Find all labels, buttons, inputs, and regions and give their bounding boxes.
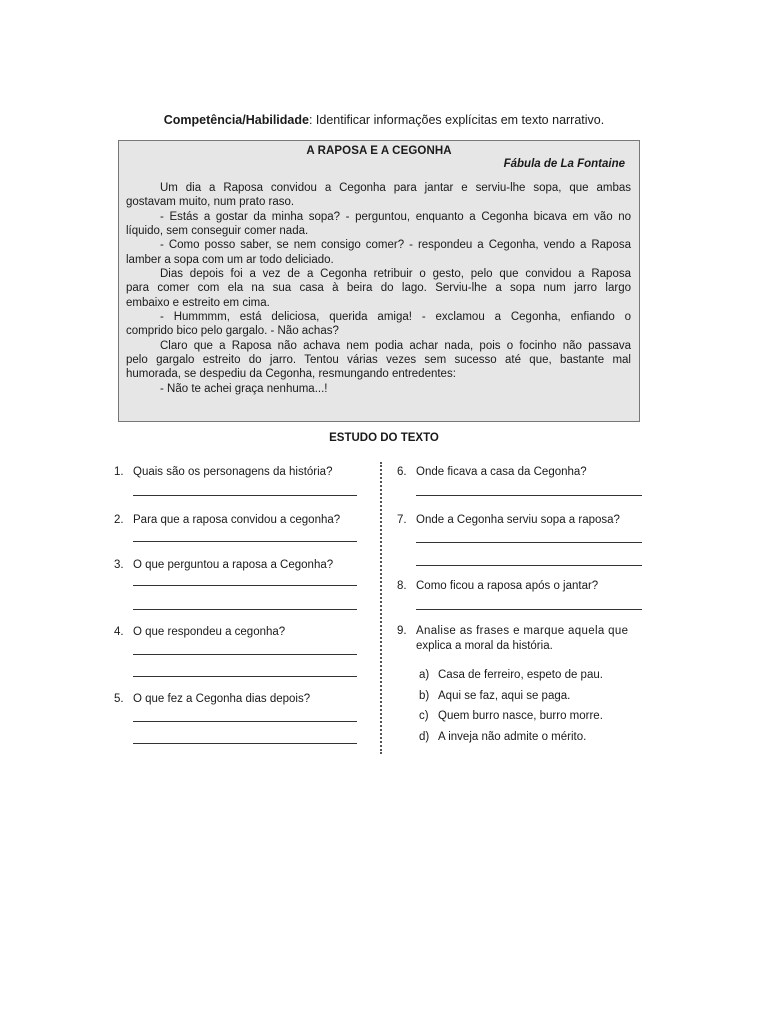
story-line: comprido bico pelo gargalo. - Não achas? bbox=[126, 325, 339, 338]
question-text: Quais são os personagens da história? bbox=[133, 466, 333, 478]
answer-line[interactable] bbox=[416, 542, 642, 543]
story-line: - Estás a gostar da minha sopa? - perguntou, enquanto a Cegonha bicava em vão no bbox=[160, 210, 631, 223]
story-line: gostavam muito, num prato raso. bbox=[126, 196, 295, 209]
story-line: - Como posso saber, se nem consigo comer? - respondeu a Cegonha, vendo a Raposa bbox=[160, 239, 631, 252]
answer-line[interactable] bbox=[133, 609, 357, 610]
story-line: para comer com ela na sua casa à beira do lago. Serviu-lhe a sopa num jarro largo bbox=[126, 282, 631, 295]
answer-line[interactable] bbox=[133, 541, 357, 542]
skill-label: Competência/Habilidade bbox=[163, 113, 309, 127]
answer-line[interactable] bbox=[133, 495, 357, 496]
answer-line[interactable] bbox=[416, 495, 642, 496]
option-text: Quem burro nasce, burro morre. bbox=[438, 710, 603, 722]
skill-text: : Identificar informações explícitas em texto narrativo. bbox=[308, 113, 605, 127]
story-line: Dias depois foi a vez de a Cegonha retribuir o gesto, pelo que convidou a Raposa bbox=[160, 268, 631, 281]
story-title: A RAPOSA E A CEGONHA bbox=[306, 145, 452, 157]
question-number: 5. bbox=[114, 693, 124, 705]
study-title: ESTUDO DO TEXTO bbox=[329, 432, 439, 444]
question-text: Onde ficava a casa da Cegonha? bbox=[416, 466, 587, 478]
story-line: pelo gargalo estreito do jarro. Tentou várias vezes sem sucesso até que, bastante mal bbox=[126, 354, 631, 367]
story-body bbox=[126, 181, 631, 396]
story-line: Um dia a Raposa convidou a Cegonha para jantar e serviu-lhe sopa, que ambas bbox=[160, 182, 631, 194]
question-number: 9. bbox=[397, 625, 407, 637]
answer-line[interactable] bbox=[133, 721, 357, 722]
answer-line[interactable] bbox=[416, 609, 642, 610]
answer-line[interactable] bbox=[133, 654, 357, 655]
answer-line[interactable] bbox=[133, 743, 357, 744]
question-text: O que respondeu a cegonha? bbox=[133, 626, 286, 638]
option-d[interactable] bbox=[419, 730, 586, 745]
option-a[interactable] bbox=[419, 668, 603, 683]
question-text: Como ficou a raposa após o jantar? bbox=[416, 580, 599, 592]
question-text: O que fez a Cegonha dias depois? bbox=[133, 693, 311, 705]
question-text: explica a moral da história. bbox=[416, 640, 553, 652]
question-text: Para que a raposa convidou a cegonha? bbox=[133, 514, 341, 526]
option-letter: d) bbox=[419, 731, 430, 743]
story-line: líquido, sem conseguir comer nada. bbox=[126, 225, 309, 238]
story-line: humorada, se despediu da Cegonha, resmungando entredentes: bbox=[126, 368, 456, 381]
question-number: 1. bbox=[114, 466, 124, 478]
story-author: Fábula de La Fontaine bbox=[503, 158, 625, 170]
answer-line[interactable] bbox=[133, 585, 357, 586]
question-number: 8. bbox=[397, 580, 407, 592]
story-line: - Hummmm, está deliciosa, querida amiga! - exclamou a Cegonha, enfiando o bbox=[160, 311, 631, 324]
option-text: A inveja não admite o mérito. bbox=[438, 731, 587, 743]
question-number: 4. bbox=[114, 626, 124, 638]
option-letter: c) bbox=[419, 710, 429, 722]
story-line: embaixo e estreito em cima. bbox=[126, 296, 270, 309]
answer-line[interactable] bbox=[133, 676, 357, 677]
right-question-column bbox=[397, 465, 647, 755]
option-letter: b) bbox=[419, 690, 430, 702]
story-line: - Não te achei graça nenhuma...! bbox=[160, 382, 328, 395]
question-text: Onde a Cegonha serviu sopa a raposa? bbox=[416, 514, 620, 526]
story-line: Claro que a Raposa não achava nem podia achar nada, pois o focinho não passava bbox=[160, 339, 631, 352]
question-text: Analise as frases e marque aquela que bbox=[416, 625, 629, 637]
question-number: 7. bbox=[397, 514, 407, 526]
skill-statement bbox=[0, 112, 768, 128]
question-number: 3. bbox=[114, 559, 124, 571]
question-text: O que perguntou a raposa a Cegonha? bbox=[133, 559, 334, 571]
story-line: lamber a sopa com um ar todo deliciado. bbox=[126, 253, 334, 266]
answer-line[interactable] bbox=[416, 565, 642, 566]
option-text: Aqui se faz, aqui se paga. bbox=[438, 690, 571, 702]
option-letter: a) bbox=[419, 669, 430, 681]
option-c[interactable] bbox=[419, 709, 603, 724]
left-question-column bbox=[114, 465, 362, 755]
story-box bbox=[118, 140, 640, 422]
question-number: 6. bbox=[397, 466, 407, 478]
option-text: Casa de ferreiro, espeto de pau. bbox=[438, 669, 603, 681]
question-number: 2. bbox=[114, 514, 124, 526]
column-divider bbox=[380, 462, 382, 754]
option-b[interactable] bbox=[419, 689, 570, 704]
